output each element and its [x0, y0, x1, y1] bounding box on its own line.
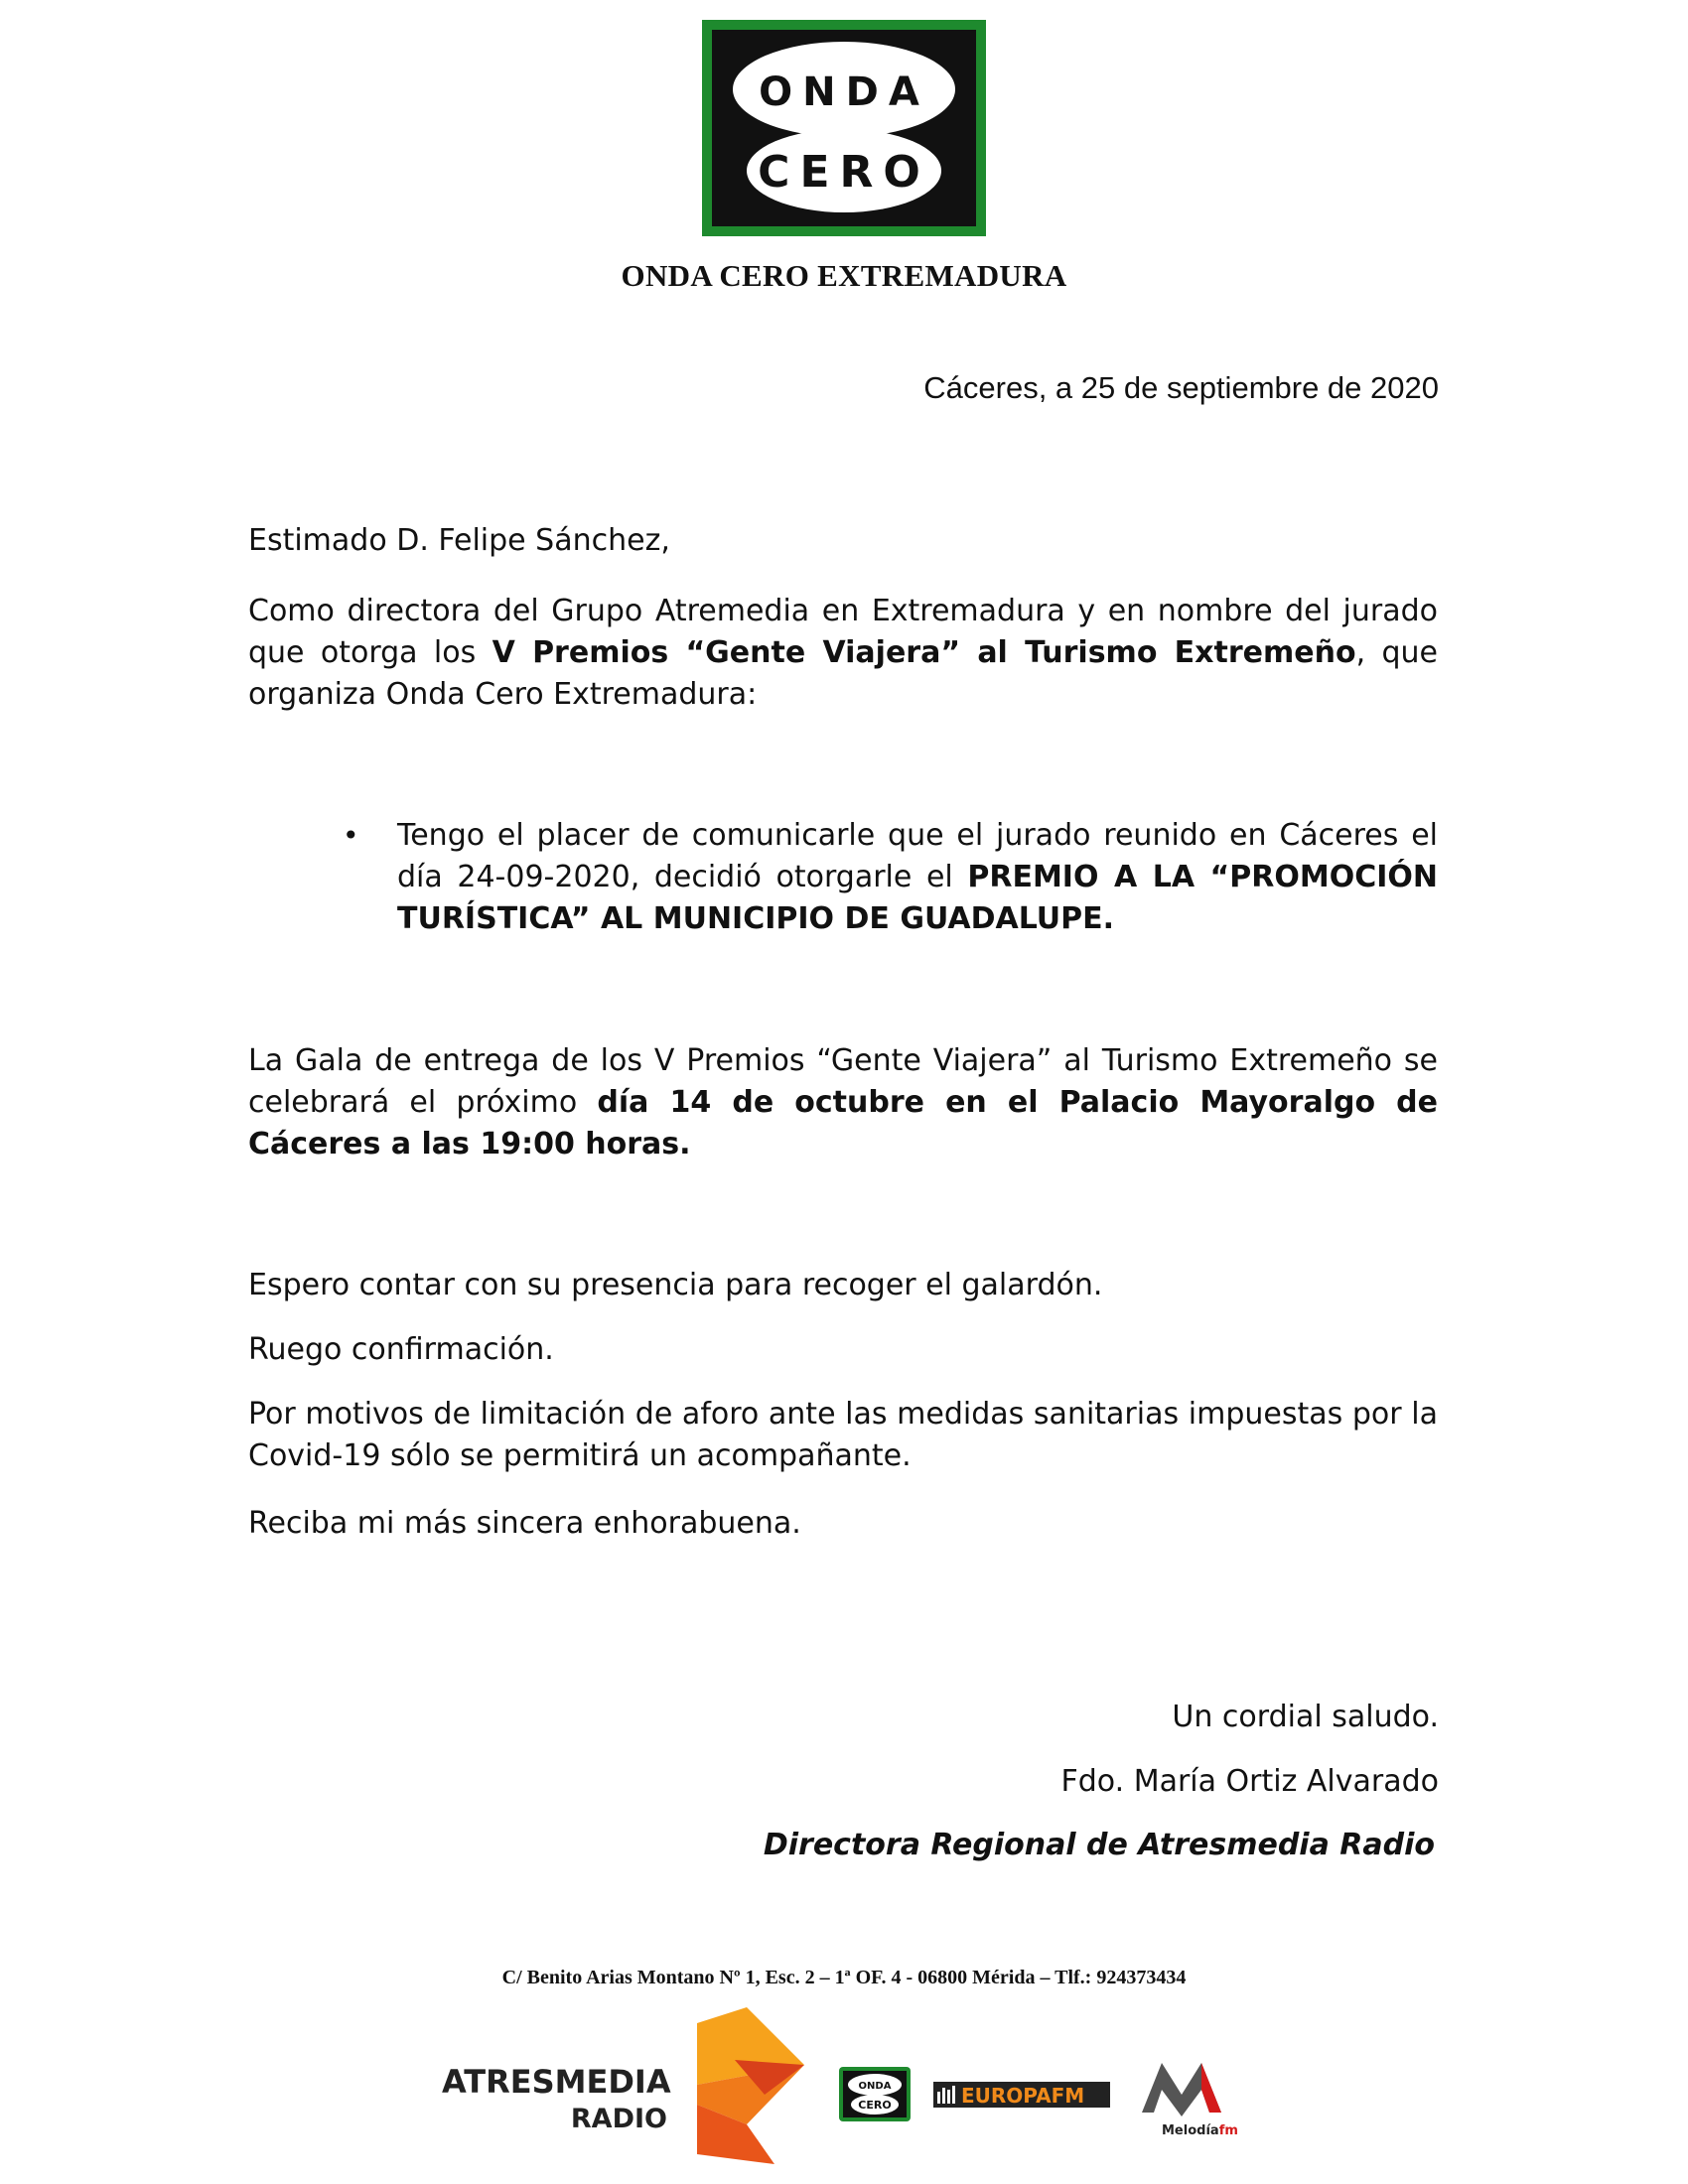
bullet-icon: • — [343, 819, 359, 852]
greeting: Estimado D. Felipe Sánchez, — [248, 523, 670, 558]
footer-logos — [437, 2005, 1251, 2164]
svg-text:Melodíafm: Melodíafm — [1162, 2123, 1238, 2138]
svg-text:RADIO: RADIO — [570, 2104, 667, 2134]
bullet-text-start: Tengo el placer de comunicarle que el jurado reunido en Cáceres el día 24-09-2020, decidió otorgarle el — [397, 818, 1438, 894]
atresmedia-logo — [442, 2007, 804, 2164]
bullet-text — [397, 815, 1438, 940]
intro-award-name: V Premios “Gente Viajera” al Turismo Extremeño — [492, 635, 1356, 670]
onda-cero-logo — [702, 20, 986, 236]
signature: Fdo. María Ortiz Alvarado — [1060, 1764, 1439, 1799]
footer-address: C/ Benito Arias Montano Nº 1, Esc. 2 – 1ª OF. 4 - 06800 Mérida – Tlf.: 924373434 — [501, 1967, 1187, 1988]
paragraph-covid: Por motivos de limitación de aforo ante las medidas sanitarias impuestas por la Covid-19 sólo se permitirá un acompañante. — [248, 1397, 1438, 1473]
paragraph-congrats: Reciba mi más sincera enhorabuena. — [248, 1506, 801, 1541]
intro-paragraph — [248, 591, 1438, 716]
intro-text: Como directora del Grupo Atremedia en Extremadura y en nombre del jurado que otorga los — [248, 594, 1438, 670]
bullet-award: PREMIO A LA “PROMOCIÓN TURÍSTICA” AL MUNICIPIO DE GUADALUPE. — [397, 860, 1439, 936]
org-title: ONDA CERO EXTREMADURA — [621, 258, 1067, 293]
gala-date-place: día 14 de octubre en el Palacio Mayoralgo de Cáceres a las 19:00 horas. — [248, 1085, 1438, 1161]
letter-date: Cáceres, a 25 de septiembre de 2020 — [923, 370, 1439, 405]
svg-text:ONDA: ONDA — [759, 69, 929, 115]
award-bullet — [343, 815, 1439, 940]
europa-fm-logo — [933, 2082, 1110, 2108]
svg-text:CERO: CERO — [758, 147, 930, 198]
onda-cero-small-logo — [839, 2067, 911, 2121]
closing-salute: Un cordial saludo. — [1172, 1700, 1439, 1734]
svg-text:ATRESMEDIA: ATRESMEDIA — [442, 2063, 671, 2101]
paragraph-confirm: Ruego confirmación. — [248, 1332, 554, 1367]
signer-title: Directora Regional de Atresmedia Radio — [763, 1828, 1435, 1862]
melodia-fm-logo — [1142, 2063, 1238, 2138]
intro-text-end: , que organiza Onda Cero Extremadura: — [248, 635, 1438, 712]
gala-text: La Gala de entrega de los V Premios “Gente Viajera” al Turismo Extremeño se celebrará el próximo — [248, 1043, 1438, 1120]
svg-text:CERO: CERO — [858, 2099, 892, 2112]
svg-text:ONDA: ONDA — [858, 2081, 892, 2092]
gala-paragraph — [248, 1040, 1438, 1165]
svg-text:EUROPAFM: EUROPAFM — [961, 2084, 1085, 2108]
paragraph-presence: Espero contar con su presencia para recoger el galardón. — [248, 1268, 1103, 1302]
